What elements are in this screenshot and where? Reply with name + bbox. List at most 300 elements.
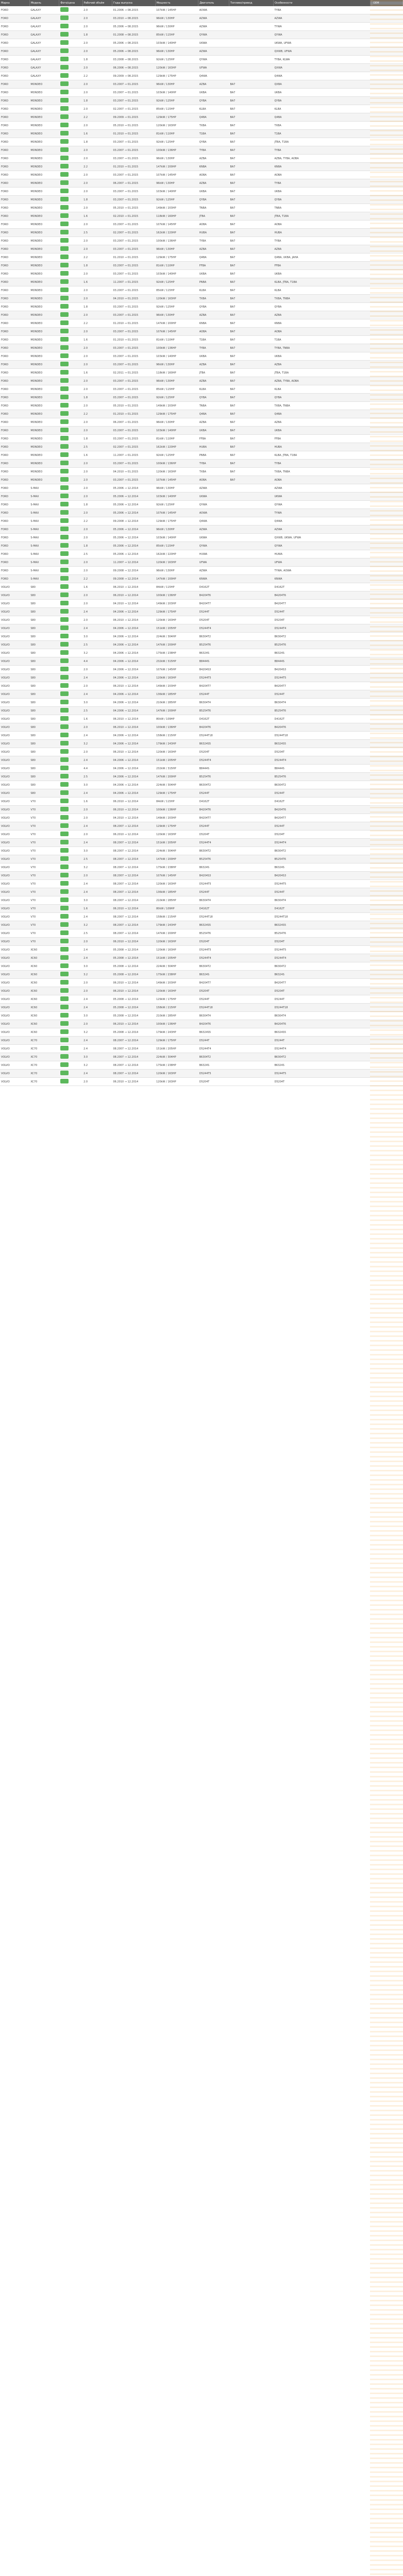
price-badge-icon[interactable] [60,24,69,28]
price-badge-icon[interactable] [60,502,69,506]
price-badge-icon[interactable] [60,889,69,894]
price-badge-icon[interactable] [60,40,69,45]
table-row[interactable] [0,171,403,179]
table-row[interactable] [0,1012,403,1020]
price-badge-icon[interactable] [60,881,69,886]
table-row[interactable] [0,1037,403,1045]
price-badge-icon[interactable] [60,922,69,927]
price-badge-icon[interactable] [60,238,69,243]
price-badge-icon[interactable] [60,823,69,828]
table-row[interactable] [0,221,403,229]
cell-photo-price [59,946,82,954]
price-badge-icon[interactable] [60,980,69,985]
price-badge-icon[interactable] [60,1046,69,1050]
table-row[interactable] [0,80,403,89]
table-row[interactable] [0,188,403,196]
price-badge-icon[interactable] [60,1021,69,1026]
price-badge-icon[interactable] [60,320,69,325]
table-row[interactable] [0,1004,403,1012]
cell-power: 120kW / 163HP [155,1070,198,1078]
price-badge-icon[interactable] [60,494,69,498]
table-row[interactable] [0,435,403,443]
table-row[interactable] [0,913,403,921]
table-row[interactable] [0,352,403,361]
table-row[interactable] [0,649,403,657]
price-badge-icon[interactable] [60,362,69,366]
table-row[interactable] [0,418,403,427]
table-row[interactable] [0,600,403,608]
price-badge-icon[interactable] [60,749,69,754]
price-badge-icon[interactable] [60,395,69,399]
table-row[interactable] [0,204,403,212]
table-row[interactable] [0,89,403,97]
table-row[interactable] [0,113,403,122]
table-row[interactable] [0,641,403,649]
cell-photo-price [59,880,82,888]
table-row[interactable] [0,822,403,831]
price-badge-icon[interactable] [60,782,69,787]
table-row[interactable] [0,674,403,682]
price-badge-icon[interactable] [60,650,69,655]
price-badge-icon[interactable] [60,73,69,78]
price-badge-icon[interactable] [60,675,69,680]
cell-features: TYBA [273,237,372,245]
price-badge-icon[interactable] [60,15,69,20]
cell-engine: UKBA [198,188,229,196]
table-row[interactable] [0,237,403,245]
price-badge-icon[interactable] [60,485,69,490]
price-badge-icon[interactable] [60,576,69,581]
header-oem[interactable]: OEM [372,0,403,6]
price-badge-icon[interactable] [60,114,69,119]
price-badge-icon[interactable] [60,378,69,383]
cell-years: 06.2010 → 12.2014 [112,938,155,946]
table-row[interactable] [0,14,403,23]
price-badge-icon[interactable] [60,32,69,37]
table-row[interactable] [0,558,403,567]
table-row[interactable] [0,1045,403,1053]
table-row[interactable] [0,616,403,624]
price-badge-icon[interactable] [60,180,69,185]
price-badge-icon[interactable] [60,1005,69,1009]
price-badge-icon[interactable] [60,452,69,457]
table-row[interactable] [0,740,403,748]
price-badge-icon[interactable] [60,411,69,416]
table-row[interactable] [0,1061,403,1070]
table-row[interactable] [0,229,403,237]
price-badge-icon[interactable] [60,403,69,408]
cell-years: 03.2007 → 01.2015 [112,97,155,105]
table-row[interactable] [0,23,403,31]
price-badge-icon[interactable] [60,601,69,605]
price-badge-icon[interactable] [60,189,69,193]
price-badge-icon[interactable] [60,658,69,663]
table-row[interactable] [0,484,403,493]
cell-photo-price [59,501,82,509]
header-features[interactable]: Особенности [273,0,372,6]
price-badge-icon[interactable] [60,263,69,267]
price-badge-icon[interactable] [60,477,69,482]
table-row[interactable] [0,1053,403,1061]
table-row[interactable] [0,427,403,435]
price-badge-icon[interactable] [60,856,69,861]
cell-power: 129kW / 175HP [155,789,198,798]
price-badge-icon[interactable] [60,634,69,638]
table-row[interactable] [0,97,403,105]
price-badge-icon[interactable] [60,518,69,523]
table-row[interactable] [0,534,403,542]
price-badge-icon[interactable] [60,914,69,919]
price-badge-icon[interactable] [60,947,69,952]
cell-fuel-drive: BA7 [229,418,273,427]
table-row[interactable] [0,245,403,253]
price-badge-icon[interactable] [60,444,69,449]
price-badge-icon[interactable] [60,436,69,440]
table-row[interactable] [0,526,403,534]
table-row[interactable] [0,847,403,855]
table-row[interactable] [0,831,403,839]
table-row[interactable] [0,501,403,509]
table-row[interactable] [0,253,403,262]
price-badge-icon[interactable] [60,428,69,432]
price-badge-icon[interactable] [60,700,69,704]
table-row[interactable] [0,1020,403,1028]
price-badge-icon[interactable] [60,873,69,877]
price-badge-icon[interactable] [60,197,69,201]
table-row[interactable] [0,262,403,270]
table-row[interactable] [0,270,403,278]
table-row[interactable] [0,319,403,328]
cell-model: S80 [29,715,59,723]
price-badge-icon[interactable] [60,757,69,762]
table-row[interactable] [0,789,403,798]
table-row[interactable] [0,583,403,591]
price-badge-icon[interactable] [60,716,69,721]
table-row[interactable] [0,781,403,789]
table-row[interactable] [0,921,403,929]
header-engine[interactable]: Двигатель [198,0,229,6]
cell-features: JTBA, T1BA [273,369,372,377]
price-badge-icon[interactable] [60,312,69,317]
table-row[interactable] [0,814,403,822]
price-badge-icon[interactable] [60,131,69,135]
table-row[interactable] [0,839,403,847]
price-badge-icon[interactable] [60,230,69,234]
table-row[interactable] [0,690,403,699]
table-row[interactable] [0,122,403,130]
price-badge-icon[interactable] [60,807,69,811]
price-badge-icon[interactable] [60,543,69,548]
price-badge-icon[interactable] [60,865,69,869]
cell-model: S80 [29,732,59,740]
table-row[interactable] [0,278,403,286]
cell-model: S80 [29,583,59,591]
table-row[interactable] [0,542,403,550]
table-row[interactable] [0,476,403,484]
table-row[interactable] [0,303,403,311]
price-badge-icon[interactable] [60,222,69,226]
price-badge-icon[interactable] [60,609,69,614]
table-row[interactable] [0,896,403,905]
table-row[interactable] [0,608,403,616]
table-row[interactable] [0,765,403,773]
price-badge-icon[interactable] [60,708,69,713]
table-row[interactable] [0,509,403,517]
table-row[interactable] [0,56,403,64]
price-badge-icon[interactable] [60,287,69,292]
price-badge-icon[interactable] [60,535,69,539]
table-row[interactable] [0,361,403,369]
price-badge-icon[interactable] [60,123,69,127]
table-row[interactable] [0,130,403,138]
price-badge-icon[interactable] [60,106,69,111]
table-row[interactable] [0,872,403,880]
table-row[interactable] [0,798,403,806]
price-badge-icon[interactable] [60,345,69,350]
table-row[interactable] [0,575,403,583]
price-badge-icon[interactable] [60,386,69,391]
table-row[interactable] [0,995,403,1004]
table-row[interactable] [0,624,403,633]
price-badge-icon[interactable] [60,156,69,160]
table-row[interactable] [0,179,403,188]
price-badge-icon[interactable] [60,832,69,836]
price-badge-icon[interactable] [60,560,69,564]
price-badge-icon[interactable] [60,370,69,375]
table-row[interactable] [0,954,403,962]
price-badge-icon[interactable] [60,733,69,737]
table-row[interactable] [0,138,403,146]
price-badge-icon[interactable] [60,592,69,597]
price-badge-icon[interactable] [60,766,69,770]
price-badge-icon[interactable] [60,1013,69,1018]
table-row[interactable] [0,105,403,113]
price-badge-icon[interactable] [60,246,69,251]
header-photo-price[interactable]: Фото/цена [59,0,82,6]
price-badge-icon[interactable] [60,815,69,820]
cell-volume: 2.0 [82,6,112,14]
price-badge-icon[interactable] [60,1029,69,1034]
price-badge-icon[interactable] [60,510,69,515]
table-row[interactable] [0,493,403,501]
table-row[interactable] [0,196,403,204]
price-badge-icon[interactable] [60,568,69,572]
price-badge-icon[interactable] [60,205,69,210]
table-row[interactable] [0,855,403,863]
price-badge-icon[interactable] [60,617,69,622]
price-badge-icon[interactable] [60,337,69,342]
table-row[interactable] [0,155,403,163]
table-row[interactable] [0,64,403,72]
table-row[interactable] [0,682,403,690]
table-row[interactable] [0,146,403,155]
table-row[interactable] [0,715,403,723]
price-badge-icon[interactable] [60,551,69,556]
price-badge-icon[interactable] [60,724,69,729]
price-badge-icon[interactable] [60,642,69,647]
cell-brand: VOLVO [0,880,29,888]
price-badge-icon[interactable] [60,7,69,12]
table-row[interactable] [0,517,403,526]
price-badge-icon[interactable] [60,897,69,902]
table-row[interactable] [0,47,403,56]
table-row[interactable] [0,377,403,385]
cell-model: V70 [29,880,59,888]
price-badge-icon[interactable] [60,584,69,589]
table-row[interactable] [0,946,403,954]
price-badge-icon[interactable] [60,48,69,53]
price-badge-icon[interactable] [60,988,69,993]
table-row[interactable] [0,286,403,295]
cell-brand: VOLVO [0,855,29,863]
price-badge-icon[interactable] [60,353,69,358]
table-row[interactable] [0,468,403,476]
price-badge-icon[interactable] [60,790,69,795]
price-badge-icon[interactable] [60,296,69,300]
price-badge-icon[interactable] [60,461,69,465]
table-row[interactable] [0,443,403,451]
table-row[interactable] [0,344,403,352]
header-fuel-drive[interactable]: Топливо/привод [229,0,273,6]
cell-fuel-drive [229,31,273,39]
price-badge-icon[interactable] [60,906,69,910]
table-row[interactable] [0,39,403,47]
price-badge-icon[interactable] [60,799,69,803]
price-badge-icon[interactable] [60,955,69,960]
table-row[interactable] [0,394,403,402]
table-row[interactable] [0,971,403,979]
price-badge-icon[interactable] [60,139,69,144]
price-badge-icon[interactable] [60,667,69,671]
table-row[interactable] [0,451,403,460]
table-row[interactable] [0,657,403,666]
cell-brand: FORD [0,493,29,501]
price-badge-icon[interactable] [60,213,69,218]
price-badge-icon[interactable] [60,1062,69,1067]
table-row[interactable] [0,460,403,468]
cell-years: 05.2006 → 08.2015 [112,47,155,56]
price-badge-icon[interactable] [60,625,69,630]
table-row[interactable] [0,707,403,715]
price-badge-icon[interactable] [60,90,69,94]
table-row[interactable] [0,888,403,896]
price-badge-icon[interactable] [60,691,69,696]
header-volume[interactable]: Рабочий объём [82,0,112,6]
price-badge-icon[interactable] [60,81,69,86]
table-row[interactable] [0,756,403,765]
table-row[interactable] [0,311,403,319]
table-row[interactable] [0,905,403,913]
price-badge-icon[interactable] [60,963,69,968]
table-row[interactable] [0,880,403,888]
table-row[interactable] [0,987,403,995]
table-row[interactable] [0,336,403,344]
price-badge-icon[interactable] [60,329,69,333]
table-row[interactable] [0,369,403,377]
table-row[interactable] [0,402,403,410]
price-badge-icon[interactable] [60,1038,69,1042]
table-row[interactable] [0,328,403,336]
price-badge-icon[interactable] [60,1079,69,1083]
cell-oem [372,493,403,501]
cell-engine: AZBA [198,80,229,89]
price-badge-icon[interactable] [60,972,69,976]
price-badge-icon[interactable] [60,1054,69,1059]
cell-fuel-drive [229,501,273,509]
table-row[interactable] [0,723,403,732]
price-badge-icon[interactable] [60,255,69,259]
table-row[interactable] [0,550,403,558]
price-badge-icon[interactable] [60,527,69,531]
price-badge-icon[interactable] [60,271,69,276]
price-badge-icon[interactable] [60,996,69,1001]
table-row[interactable] [0,1078,403,1086]
header-model[interactable]: Модель [29,0,59,6]
price-badge-icon[interactable] [60,683,69,688]
cell-model: S80 [29,641,59,649]
price-badge-icon[interactable] [60,279,69,284]
table-row[interactable] [0,295,403,303]
table-row[interactable] [0,699,403,707]
price-badge-icon[interactable] [60,304,69,309]
price-badge-icon[interactable] [60,147,69,152]
table-row[interactable] [0,1028,403,1037]
table-row[interactable] [0,163,403,171]
price-badge-icon[interactable] [60,57,69,61]
table-row[interactable] [0,410,403,418]
price-badge-icon[interactable] [60,930,69,935]
table-row[interactable] [0,773,403,781]
table-row[interactable] [0,732,403,740]
table-row[interactable] [0,748,403,756]
table-row[interactable] [0,666,403,674]
price-badge-icon[interactable] [60,469,69,473]
price-badge-icon[interactable] [60,741,69,745]
price-badge-icon[interactable] [60,840,69,844]
table-row[interactable] [0,938,403,946]
table-row[interactable] [0,72,403,80]
table-row[interactable] [0,806,403,814]
table-row[interactable] [0,962,403,971]
price-badge-icon[interactable] [60,172,69,177]
price-badge-icon[interactable] [60,164,69,168]
table-row[interactable] [0,567,403,575]
price-badge-icon[interactable] [60,98,69,103]
table-row[interactable] [0,979,403,987]
table-row[interactable] [0,212,403,221]
cell-years: 06.2010 → 12.2014 [112,987,155,995]
price-badge-icon[interactable] [60,939,69,943]
table-row[interactable] [0,385,403,394]
header-years[interactable]: Годы выпуска [112,0,155,6]
header-brand[interactable]: Марка [0,0,29,6]
price-badge-icon[interactable] [60,419,69,424]
table-row[interactable] [0,31,403,39]
header-power[interactable]: Мощность [155,0,198,6]
cell-oem [372,1037,403,1045]
table-row[interactable] [0,1070,403,1078]
cell-oem [372,789,403,798]
price-badge-icon[interactable] [60,848,69,853]
price-badge-icon[interactable] [60,774,69,778]
price-badge-icon[interactable] [60,65,69,70]
table-row[interactable] [0,929,403,938]
table-row[interactable] [0,633,403,641]
table-row[interactable] [0,591,403,600]
price-badge-icon[interactable] [60,1071,69,1075]
table-row[interactable] [0,863,403,872]
table-row[interactable] [0,6,403,14]
